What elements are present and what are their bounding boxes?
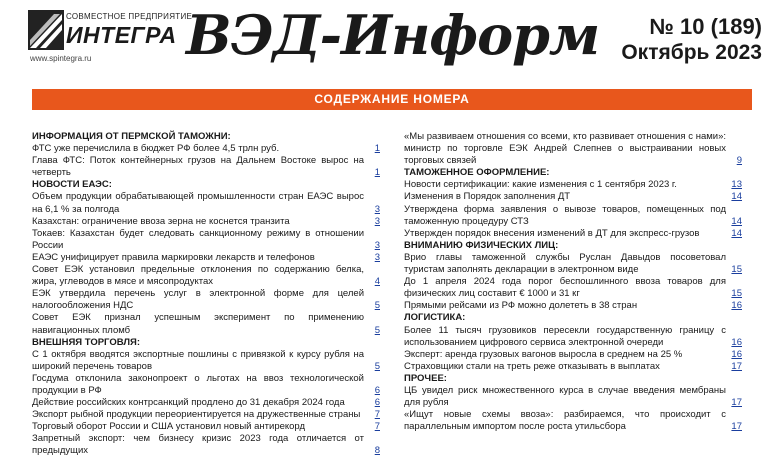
toc-entry[interactable] — [32, 397, 380, 409]
toc-entry[interactable] — [32, 252, 380, 264]
toc-entry[interactable] — [32, 216, 380, 228]
toc-title-bar — [32, 89, 752, 110]
toc-entry[interactable] — [32, 288, 380, 312]
toc-page-link[interactable]: 3 — [374, 251, 380, 263]
toc-entry-text: Объем продукции обрабатывающей промышленности стран ЕАЭС вырос на 6,1 % за полгода — [32, 191, 364, 215]
toc-page-link[interactable]: 14 — [731, 191, 742, 203]
toc-entry[interactable] — [404, 361, 742, 373]
toc-entry[interactable] — [404, 325, 742, 349]
toc-entry-text: Более 11 тысяч грузовиков пересекли государственную границу с использованием цифрового сервиса электронной очереди — [404, 324, 726, 348]
toc-page-link[interactable]: 13 — [731, 179, 742, 191]
toc-page-link[interactable]: 17 — [731, 397, 742, 409]
toc-entry-text: Эксперт: аренда грузовых вагонов выросла в среднем на 25 % — [404, 348, 683, 360]
toc-section-heading: ИНФОРМАЦИЯ ОТ ПЕРМСКОЙ ТАМОЖНИ: — [32, 131, 231, 142]
toc-section-heading: ЛОГИСТИКА: — [404, 312, 466, 324]
toc-entry[interactable] — [32, 191, 380, 215]
toc-section-heading: ПРОЧЕЕ: — [404, 372, 447, 384]
toc-page-link[interactable]: 17 — [731, 360, 742, 372]
toc-entry-text: Госдума отклонила законопроект о льготах на ввоз технологической продукции в РФ — [32, 372, 364, 396]
toc-entry[interactable] — [404, 191, 742, 203]
toc-entry[interactable] — [404, 349, 742, 361]
toc-page-link[interactable]: 16 — [731, 348, 742, 360]
toc-page-link[interactable]: 15 — [731, 288, 742, 300]
toc-title: СОДЕРЖАНИЕ НОМЕРА — [314, 92, 470, 106]
toc-page-link[interactable]: 5 — [374, 324, 380, 336]
toc-page-link[interactable]: 7 — [374, 421, 380, 433]
toc-page-link[interactable]: 4 — [374, 276, 380, 288]
toc-entry-text: Глава ФТС: Поток контейнерных грузов на Дальнем Востоке вырос на четверть — [32, 155, 364, 179]
toc-right-column — [404, 131, 742, 433]
logo-name: ИНТЕГРА — [66, 22, 177, 48]
toc-entry-text: Совет ЕЭК признал успешным эксперимент по применению навигационных пломб — [32, 312, 364, 336]
toc-entry-text: Токаев: Казахстан будет следовать санкционному режиму в отношении России — [32, 227, 364, 251]
toc-entry-text: С 1 октября вводятся экспортные пошлины с привязкой к курсу рубля на широкий перечень товаров — [32, 348, 364, 372]
toc-entry[interactable] — [32, 143, 380, 155]
toc-entry[interactable] — [32, 349, 380, 373]
toc-entry-text: Утверждена форма заявления о вывозе товаров, помещенных под таможенную процедуру СТЗ — [404, 203, 726, 227]
toc-entry-text: Запретный экспорт: чем бизнесу кризис 2023 года отличается от предыдущих — [32, 433, 364, 457]
toc-entry[interactable] — [404, 204, 742, 228]
toc-entry-text: Торговый оборот России и США установил новый антирекорд — [32, 421, 306, 433]
toc-page-link[interactable]: 14 — [731, 215, 742, 227]
toc-entry[interactable] — [404, 228, 742, 240]
toc-page-link[interactable]: 16 — [731, 336, 742, 348]
issue-date: Октябрь 2023 — [621, 41, 762, 64]
toc-entry[interactable] — [404, 131, 742, 167]
toc-page-link[interactable]: 3 — [374, 215, 380, 227]
toc-page-link[interactable]: 7 — [374, 409, 380, 421]
toc-section-heading: ВНИМАНИЮ ФИЗИЧЕСКИХ ЛИЦ: — [404, 239, 559, 251]
toc-entry[interactable] — [32, 155, 380, 179]
issue-number: № 10 (189) — [649, 14, 762, 39]
toc-page-link[interactable]: 5 — [374, 300, 380, 312]
toc-entry[interactable] — [404, 179, 742, 191]
toc-entry[interactable] — [404, 385, 742, 409]
toc-entry-text: Прямыми рейсами из РФ можно долететь в 38 стран — [404, 300, 638, 312]
toc-entry[interactable] — [32, 264, 380, 288]
toc-page-link[interactable]: 17 — [731, 421, 742, 433]
toc-entry-text: ЕЭК утвердила перечень услуг в электронной форме для целей налогообложения НДС — [32, 288, 364, 312]
toc-page-link[interactable]: 6 — [374, 397, 380, 409]
toc-page-link[interactable]: 1 — [374, 167, 380, 179]
toc-entry-text: Изменения в Порядок заполнения ДТ — [404, 191, 571, 203]
toc-page-link[interactable]: 9 — [736, 155, 742, 167]
toc-entry-text: «Мы развиваем отношения со всеми, кто развивает отношения с нами»: министр по торговле ЕЭК Андрей Слепнев о выстраивании новых торговых связей — [404, 131, 726, 167]
toc-page-link[interactable]: 16 — [731, 300, 742, 312]
toc-section-heading: НОВОСТИ ЕАЭС: — [32, 179, 112, 191]
toc-entry[interactable] — [404, 252, 742, 276]
toc-entry-text: Совет ЕЭК установил предельные отклонения по содержанию белка, жира, углеводов в мясе и мясопродуктах — [32, 264, 364, 288]
toc-page-link[interactable]: 6 — [374, 384, 380, 396]
toc-entry-text: ЦБ увидел риск множественного курса в случае введения мембраны для рубля — [404, 384, 726, 409]
toc-entry-text: Врио главы таможенной службы Руслан Давыдов посоветовал туристам заполнять декларации в электронном виде — [404, 251, 726, 276]
toc-entry-text: Новости сертификации: какие изменения с 1 сентября 2023 г. — [404, 179, 677, 191]
toc-page-link[interactable]: 14 — [731, 227, 742, 239]
toc-entry-text: ЕАЭС унифицирует правила маркировки лекарств и телефонов — [32, 251, 315, 263]
toc-entry-text: Утвержден порядок внесения изменений в ДТ для экспресс-грузов — [404, 227, 700, 239]
logo-website[interactable]: www.spintegra.ru — [30, 54, 92, 63]
toc-entry[interactable] — [32, 409, 380, 421]
toc-entry[interactable] — [32, 421, 380, 433]
toc-entry-text: Экспорт рыбной продукции переориентируется на дружественные страны — [32, 409, 361, 421]
toc-entry[interactable] — [404, 276, 742, 300]
toc-entry[interactable] — [404, 409, 742, 433]
masthead-title: ВЭД-Информ — [186, 3, 600, 67]
toc-entry[interactable] — [32, 312, 380, 336]
logo-subtitle: СОВМЕСТНОЕ ПРЕДПРИЯТИЕ — [66, 12, 193, 21]
toc-section-heading: ВНЕШНЯЯ ТОРГОВЛЯ: — [32, 336, 140, 348]
toc-entry-text: Действие российских контрсанкций продлено до 31 декабря 2024 года — [32, 397, 345, 409]
toc-page-link[interactable]: 3 — [374, 239, 380, 251]
toc-entry-text: Казахстан: ограничение ввоза зерна не коснется транзита — [32, 215, 290, 227]
integra-logo-icon — [28, 10, 64, 50]
toc-page-link[interactable]: 3 — [374, 203, 380, 215]
toc-entry-text: Страховщики стали на треть реже отказывать в выплатах — [404, 360, 660, 372]
toc-page-link[interactable]: 15 — [731, 264, 742, 276]
toc-entry-text: «Ищут новые схемы ввоза»: разбираемся, что происходит с параллельным импортом после роста утильсбора — [404, 409, 726, 433]
issue-info — [621, 14, 762, 66]
toc-page-link[interactable]: 8 — [374, 445, 380, 457]
toc-page-link[interactable]: 5 — [374, 360, 380, 372]
toc-left-column — [32, 131, 380, 458]
toc-entry[interactable] — [32, 228, 380, 252]
toc-entry[interactable] — [32, 433, 380, 457]
toc-entry[interactable] — [404, 300, 742, 312]
toc-section-heading: ТАМОЖЕННОЕ ОФОРМЛЕНИЕ: — [404, 167, 550, 179]
toc-entry-text: ФТС уже перечислила в бюджет РФ более 4,5 трлн руб. — [32, 143, 280, 155]
toc-page-link[interactable]: 1 — [374, 143, 380, 155]
toc-entry-text: До 1 апреля 2024 года порог беспошлинного ввоза товаров для физических лиц составит € 1000 и 31 кг — [404, 276, 726, 300]
header — [0, 0, 784, 86]
toc-entry[interactable] — [32, 373, 380, 397]
